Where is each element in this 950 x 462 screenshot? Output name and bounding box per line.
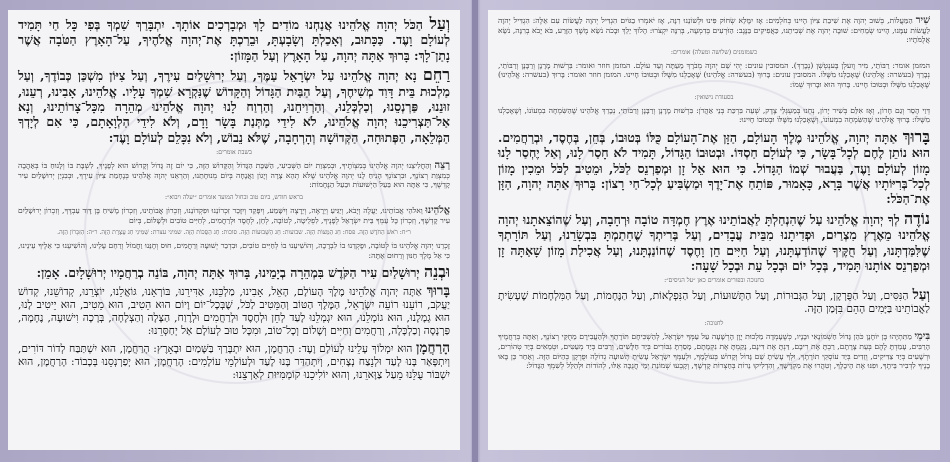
paragraph-harachaman: הָרַחֲמָן הוּא יִמְלוֹךְ עָלֵינוּ לְעוֹלָם וָעֶד: הָרַחֲמָן, הוּא יִתְבָּרַךְ בַּשָּׁמַיִם וּבָאָרֶץ: הָרַחֲמָן, הוּא יִשְׁתַּבַּח לְדוֹר דּוֹרִים, וְיִתְפָּאַר בָּנוּ לָעַד וּלְנֵצַח נְצָחִים, וְיִתְהַדַּר בָּנוּ לָעַד וּלְעוֹלְמֵי עוֹלָמִים: הָרַחֲמָן, הוּא יְפַרְנְסֵנוּ בְּכָבוֹד: הָרַחֲמָן, הוּא יִשְׁבּוֹר עֻלֵּנוּ מֵעַל צַוָּארֵנוּ, וְהוּא יוֹלִיכֵנוּ קוֹמְמִיּוּת לְאַרְצֵנוּ: xyxy=(18,339,450,381)
paragraph-hazan: בָּרוּךְ אַתָּה יְהוָה, אֱלֹהֵינוּ מֶלֶךְ הָעוֹלָם, הַזָּן אֶת־הָעוֹלָם כֻּלּוֹ בְּטוּבוֹ, בְּחֵן, בְּחֶסֶד, וּבְרַחֲמִים. הוּא נוֹתֵן לֶחֶם לְכָל־בָּשָׂר, כִּי לְעוֹלָם חַסְדּוֹ. וּבְטוּבוֹ הַגָּדוֹל, תָּמִיד לֹא חָסַר לָנוּ, וְאַל יֶחְסַר לָנוּ מָזוֹן לְעוֹלָם וָעֶד, בַּעֲבוּר שְׁמוֹ הַגָּדוֹל. כִּי הוּא אֵל זָן וּמְפַרְנֵס לַכֹּל, וּמֵטִיב לַכֹּל וּמֵכִין מָזוֹן לְכָל־בְּרִיּוֹתָיו אֲשֶׁר בָּרָא, כָּאָמוּר, פּוֹתֵחַ אֶת־יָדֶךָ וּמַשְׂבִּיעַ לְכָל־חַי רָצוֹן: בָּרוּךְ אַתָּה יְהוָה, הַזָּן אֶת־הַכֹּל: xyxy=(498,126,930,207)
instruction-al-hanissim: בחנוכה ובפורים אומרים כאן ״על הניסים״: xyxy=(664,277,764,285)
instruction-shabbat: בשבת אומרים: xyxy=(216,149,252,157)
paragraph-al-hanissim: וְעַל הַנִּסִּים, וְעַל הַפֻּרְקָן, וְעַל הַגְּבוּרוֹת, וְעַל הַתְּשׁוּעוֹת, וְעַל הַנִּפְלָאוֹת, וְעַל הַנֶּחָמוֹת, וְעַל הַמִּלְחָמוֹת שֶׁעָשִׂיתָ לַאֲבוֹתֵינוּ בַּיָּמִים הָהֵם בִּזְּמַן הַזֶּה. xyxy=(498,287,930,316)
paragraph-zimun: המזמן אומר: רַבּוֹתַי, מִיר וֶועלְן בֶּענְטְשְׁן (נְבָרֵךְ). המסובין עונים: יְהִי שֵׁם יְהוָה מְבֹרָךְ מֵעַתָּה וְעַד עוֹלָם. המזמן חוזר ואומר: בִּרְשׁוּת מָרָנָן וְרַבָּנָן וְרַבּוֹתַי, נְבָרֵךְ (בעשרה: אֱלֹהֵינוּ) שֶׁאָכַלְנוּ מִשֶּׁלּוֹ. המסובין עונים: בָּרוּךְ (בעשרה: אֱלֹהֵינוּ) שֶׁאָכַלְנוּ מִשֶּׁלּוֹ וּבְטוּבוֹ חָיִינוּ. המזמן חוזר ואומר: בָּרוּךְ (בעשרה: אֱלֹהֵינוּ) שֶׁאָכַלְנוּ מִשֶּׁלּוֹ וּבְטוּבוֹ חָיִינוּ. בָּרוּךְ הוּא וּבָרוּךְ שְׁמוֹ: xyxy=(498,60,930,89)
binding-gutter xyxy=(472,0,478,462)
paragraph-nodeh: נוֹדֶה לְךָ יְהוָה אֱלֹהֵינוּ עַל שֶׁהִנְחַלְתָּ לַאֲבוֹתֵינוּ אֶרֶץ חֶמְדָּה טוֹבָה וּרְחָבָה, וְעַל שֶׁהוֹצֵאתָנוּ יְהוָה אֱלֹהֵינוּ מֵאֶרֶץ מִצְרַיִם, וּפְדִיתָנוּ מִבֵּית עֲבָדִים, וְעַל בְּרִיתְךָ שֶׁחָתַמְתָּ בִּבְשָׂרֵנוּ, וְעַל תּוֹרָתְךָ שֶׁלִּמַּדְתָּנוּ, וְעַל חֻקֶּיךָ שֶׁהוֹדַעְתָּנוּ, וְעַל חַיִּים חֵן וָחֶסֶד שֶׁחוֹנַנְתָּנוּ, וְעַל אֲכִילַת מָזוֹן שָׁאַתָּה זָן וּמְפַרְנֵס אוֹתָנוּ תָּמִיד, בְּכָל יוֹם וּבְכָל עֵת וּבְכָל שָׁעָה: xyxy=(498,208,930,273)
paragraph-veal: וְעַל הַכֹּל יְהוָה אֱלֹהֵינוּ אֲנַחְנוּ מוֹדִים לָךְ וּמְבָרְכִים אוֹתָךְ. יִתְבָּרַךְ שִׁמְךָ בְּפִי כָּל חַי תָּמִיד לְעוֹלָם וָעֶד. כַּכָּתוּב, וְאָכַלְתָּ וְשָׂבָעְתָּ, וּבֵרַכְתָּ אֶת־יְהוָה אֱלֹהֶיךָ, עַל־הָאָרֶץ הַטֹּבָה אֲשֶׁר נָתַן־לָךְ: בָּרוּךְ אַתָּה יְהוָה, עַל הָאָרֶץ וְעַל הַמָּזוֹן: xyxy=(18,14,450,63)
instruction-holidays: ר״ח: רֹאשׁ הַחֹדֶשׁ הַזֶּה. פסח: חַג הַמַּצּוֹת הַזֶּה. שבועות: חַג הַשָּׁבוּעוֹת הַזֶּה. סוכות: חַג הַסֻּכּוֹת הַזֶּה. שמיני עצרת: שְׁמִינִי חַג עֲצֶרֶת הַזֶּה. ר״ה: הַזִּכָּרוֹן הַזֶּה. xyxy=(57,229,411,237)
watermark-seal xyxy=(564,80,868,384)
instruction-yaaleh: בראש חודש, ביום טוב ובחול המועד אומרים ״יעלה ויבוא״: xyxy=(164,194,304,202)
paragraph-eloheinu: אֱלֹהֵינוּ וֵאלֹהֵי אֲבוֹתֵינוּ, יַעֲלֶה וְיָבֹא, וְיַגִּיעַ וְיֵרָאֶה, וְיֵרָצֶה וְיִשָּׁמַע, וְיִפָּקֵד וְיִזָּכֵר זִכְרוֹנֵנוּ וּפִקְדוֹנֵנוּ, וְזִכְרוֹן אֲבוֹתֵינוּ, וְזִכְרוֹן מָשִׁיחַ בֶּן דָּוִד עַבְדֶּךָ, וְזִכְרוֹן יְרוּשָׁלַיִם עִיר קָדְשֶׁךָ, וְזִכְרוֹן כָּל עַמְּךָ בֵּית יִשְׂרָאֵל לְפָנֶיךָ, לִפְלֵיטָה, לְטוֹבָה, לְחֵן, לְחֶסֶד וּלְרַחֲמִים, לְחַיִּים טוֹבִים וּלְשָׁלוֹם, בְּיוֹם xyxy=(18,205,450,225)
paragraph-zochreinu: זָכְרֵנוּ יְהוָה אֱלֹהֵינוּ בּוֹ לְטוֹבָה, וּפָקְדֵנוּ בוֹ לִבְרָכָה, וְהוֹשִׁיעֵנוּ בוֹ לְחַיִּים טוֹבִים, וּבִדְבַר יְשׁוּעָה וְרַחֲמִים, חוּס וְחָנֵּנוּ וַחֲמוֹל וְרַחֵם עָלֵינוּ, וְהוֹשִׁיעֵנוּ כִּי אֵלֶיךָ עֵינֵינוּ, כִּי אֵל מֶלֶךְ חַנּוּן וְרַחוּם אָתָּה: xyxy=(18,241,450,260)
paragraph-retzeh: רְצֵה וְהַחֲלִיצֵנוּ יְהוָה אֱלֹהֵינוּ בְּמִצְוֹתֶיךָ, וּבְמִצְוַת יוֹם הַשְּׁבִיעִי, הַשַּׁבָּת הַגָּדוֹל וְהַקָּדוֹשׁ הַזֶּה, כִּי יוֹם זֶה גָּדוֹל וְקָדוֹשׁ הוּא לְפָנֶיךָ, לִשְׁבָּת בּוֹ וְלָנוּחַ בּוֹ בְּאַהֲבָה כְּמִצְוַת רְצוֹנֶךָ, וּבִרְצוֹנְךָ הָנִיחַ לָנוּ יְהוָה אֱלֹהֵינוּ שֶׁלֹּא תְהֵא צָרָה וְיָגוֹן וַאֲנָחָה בְּיוֹם מְנוּחָתֵנוּ, וְהַרְאֵנוּ יְהוָה אֱלֹהֵינוּ בְּנֶחָמַת צִיּוֹן עִירֶךָ, וּבְבִנְיַן יְרוּשָׁלַיִם עִיר קָדְשֶׁךָ, כִּי אַתָּה הוּא בַּעַל הַיְשׁוּעוֹת וּבַעַל הַנֶּחָמוֹת: xyxy=(18,160,450,190)
paragraph-baruch-hatov: בָּרוּךְ אַתָּה יְהוָה אֱלֹהֵינוּ מֶלֶךְ הָעוֹלָם, הָאֵל, אָבִינוּ, מַלְכֵּנוּ, אַדִּירֵנוּ, בּוֹרְאֵנוּ, גּוֹאֲלֵנוּ, יוֹצְרֵנוּ, קְדוֹשֵׁנוּ, קְדוֹשׁ יַעֲקֹב, רוֹעֵנוּ רוֹעֵה יִשְׂרָאֵל, הַמֶּלֶךְ הַטּוֹב וְהַמֵּטִיב לַכֹּל, שֶׁבְּכָל־יוֹם וָיוֹם הוּא הֵטִיב, הוּא מֵטִיב, הוּא יֵיטִיב לָנוּ, הוּא גְמָלָנוּ, הוּא גוֹמְלֵנוּ, הוּא יִגְמְלֵנוּ לָעַד לְחֵן וּלְחֶסֶד וּלְרַחֲמִים וּלְרֶוַח, הַצָּלָה וְהַצְלָחָה, בְּרָכָה וִישׁוּעָה, נֶחָמָה, פַּרְנָסָה וְכַלְכָּלָה, וְרַחֲמִים וְחַיִּים וְשָׁלוֹם וְכָל־טוֹב, וּמִכָּל טוּב לְעוֹלָם אַל יְחַסְּרֵנוּ: xyxy=(18,282,450,337)
paragraph-wedding: דְּוַי הָסֵר וְגַם חָרוֹן, וְאָז אִלֵּם בְּשִׁיר יָרוֹן, נְחֵנוּ בְּמַעְגְּלֵי צֶדֶק, שְׁעֵה בִּרְכַּת בְּנֵי אַהֲרֹן: בִּרְשׁוּת מָרָנָן וְרַבָּנָן וְרַבּוֹתַי, נְבָרֵךְ אֱלֹהֵינוּ שֶׁהַשִּׂמְחָה בִמְעוֹנוֹ, וְשֶׁאָכַלְנוּ מִשֶּׁלּוֹ: בָּרוּךְ אֱלֹהֵינוּ שֶׁהַשִּׂמְחָה בִמְעוֹנוֹ, וְשֶׁאָכַלְנוּ מִשֶּׁלּוֹ וּבְטוּבוֹ חָיִינוּ: xyxy=(498,105,930,125)
paragraph-rachem: רַחֵם נָא יְהוָה אֱלֹהֵינוּ עַל יִשְׂרָאֵל עַמֶּךָ, וְעַל יְרוּשָׁלַיִם עִירֶךָ, וְעַל צִיּוֹן מִשְׁכַּן כְּבוֹדֶךָ, וְעַל מַלְכוּת בֵּית דָּוִד מְשִׁיחֶךָ, וְעַל הַבַּיִת הַגָּדוֹל וְהַקָּדוֹשׁ שֶׁנִּקְרָא שִׁמְךָ עָלָיו. אֱלֹהֵינוּ, אָבִינוּ, רְעֵנוּ, זוּנֵנוּ, פַּרְנְסֵנוּ, וְכַלְכְּלֵנוּ, וְהַרְוִיחֵנוּ, וְהַרְוַח לָנוּ יְהוָה אֱלֹהֵינוּ מְהֵרָה מִכָּל־צָרוֹתֵינוּ, וְנָא אַל־תַּצְרִיכֵנוּ יְהוָה אֱלֹהֵינוּ, לֹא לִידֵי מַתְּנַת בָּשָׂר וָדָם, וְלֹא לִידֵי הַלְוָאָתָם, כִּי אִם לְיָדְךָ הַמְּלֵאָה, הַפְּתוּחָה, הַקְּדוֹשָׁה וְהָרְחָבָה, שֶׁלֹּא נֵבוֹשׁ, וְלֹא נִכָּלֵם לְעוֹלָם וָעֶד: xyxy=(18,65,450,145)
instruction-zimun: כשמזמנים (שלושה ומעלה) אומרים: xyxy=(670,48,758,56)
paragraph-bimei: בִּימֵי מַתִּתְיָהוּ בֶּן יוֹחָנָן כֹּהֵן גָּדוֹל חַשְׁמוֹנָאִי וּבָנָיו, כְּשֶׁעָמְדָה מַלְכוּת יָוָן הָרְשָׁעָה עַל עַמְּךָ יִשְׂרָאֵל, לְהַשְׁכִּיחָם תּוֹרָתֶךָ וּלְהַעֲבִירָם מֵחֻקֵּי רְצוֹנֶךָ, וְאַתָּה בְּרַחֲמֶיךָ הָרַבִּים, עָמַדְתָּ לָהֶם בְּעֵת צָרָתָם, רַבְתָּ אֶת רִיבָם, דַּנְתָּ אֶת דִּינָם, נָקַמְתָּ אֶת נִקְמָתָם, מָסַרְתָּ גִבּוֹרִים בְּיַד חַלָּשִׁים, וְרַבִּים בְּיַד מְעַטִּים, וּטְמֵאִים בְּיַד טְהוֹרִים, וּרְשָׁעִים בְּיַד צַדִּיקִים, וְזֵדִים בְּיַד עוֹסְקֵי תוֹרָתֶךָ, וּלְךָ עָשִׂיתָ שֵׁם גָּדוֹל וְקָדוֹשׁ בְּעוֹלָמֶךָ, וּלְעַמְּךָ יִשְׂרָאֵל עָשִׂיתָ תְּשׁוּעָה גְדוֹלָה וּפֻרְקָן כְּהַיּוֹם הַזֶּה. וְאַחַר כֵּן בָּאוּ בָנֶיךָ לִדְבִיר בֵּיתֶךָ, וּפִנּוּ אֶת הֵיכָלֶךָ, וְטִהֲרוּ אֶת מִקְדָּשֶׁךָ, וְהִדְלִיקוּ נֵרוֹת בְּחַצְרוֹת קָדְשֶׁךָ, וְקָבְעוּ שְׁמוֹנַת יְמֵי חֲנֻכָּה אֵלּוּ, לְהוֹדוֹת וּלְהַלֵּל לְשִׁמְךָ הַגָּדוֹל: xyxy=(498,331,931,371)
watermark-seal xyxy=(84,80,388,384)
instruction-wedding: בסעודת נישואין: xyxy=(694,93,734,101)
left-page xyxy=(8,10,460,450)
paragraph-shir-hamaalot: שִׁיר הַמַּעֲלוֹת, בְּשׁוּב יְהוָה אֶת שִׁיבַת צִיּוֹן הָיִינוּ כְּחֹלְמִים: אָז יִמָּלֵא שְׂחוֹק פִּינוּ וּלְשׁוֹנֵנוּ רִנָּה, אָז יֹאמְרוּ בַגּוֹיִם הִגְדִּיל יְהוָה לַעֲשׂוֹת עִם אֵלֶּה: הִגְדִּיל יְהוָה לַעֲשׂוֹת עִמָּנוּ, הָיִינוּ שְׂמֵחִים: שׁוּבָה יְהוָה אֶת שְׁבִיתֵנוּ, כַּאֲפִיקִים בַּנֶּגֶב: הַזֹּרְעִים בְּדִמְעָה, בְּרִנָּה יִקְצֹרוּ: הָלוֹךְ יֵלֵךְ וּבָכֹה נֹשֵׂא מֶשֶׁךְ הַזָּרַע, בֹּא יָבֹא בְרִנָּה, נֹשֵׂא אֲלֻמֹּתָיו: xyxy=(498,15,930,45)
right-page xyxy=(488,10,940,450)
instruction-chanukah: לחנוכה: xyxy=(704,320,724,328)
paragraph-uvneh: וּבְנֵה יְרוּשָׁלַיִם עִיר הַקֹּדֶשׁ בִּמְהֵרָה בְיָמֵינוּ, בָּרוּךְ אַתָּה יְהוָה, בּוֹנֵה בְרַחֲמָיו יְרוּשָׁלָיִם. אָמֵן: xyxy=(36,262,450,282)
